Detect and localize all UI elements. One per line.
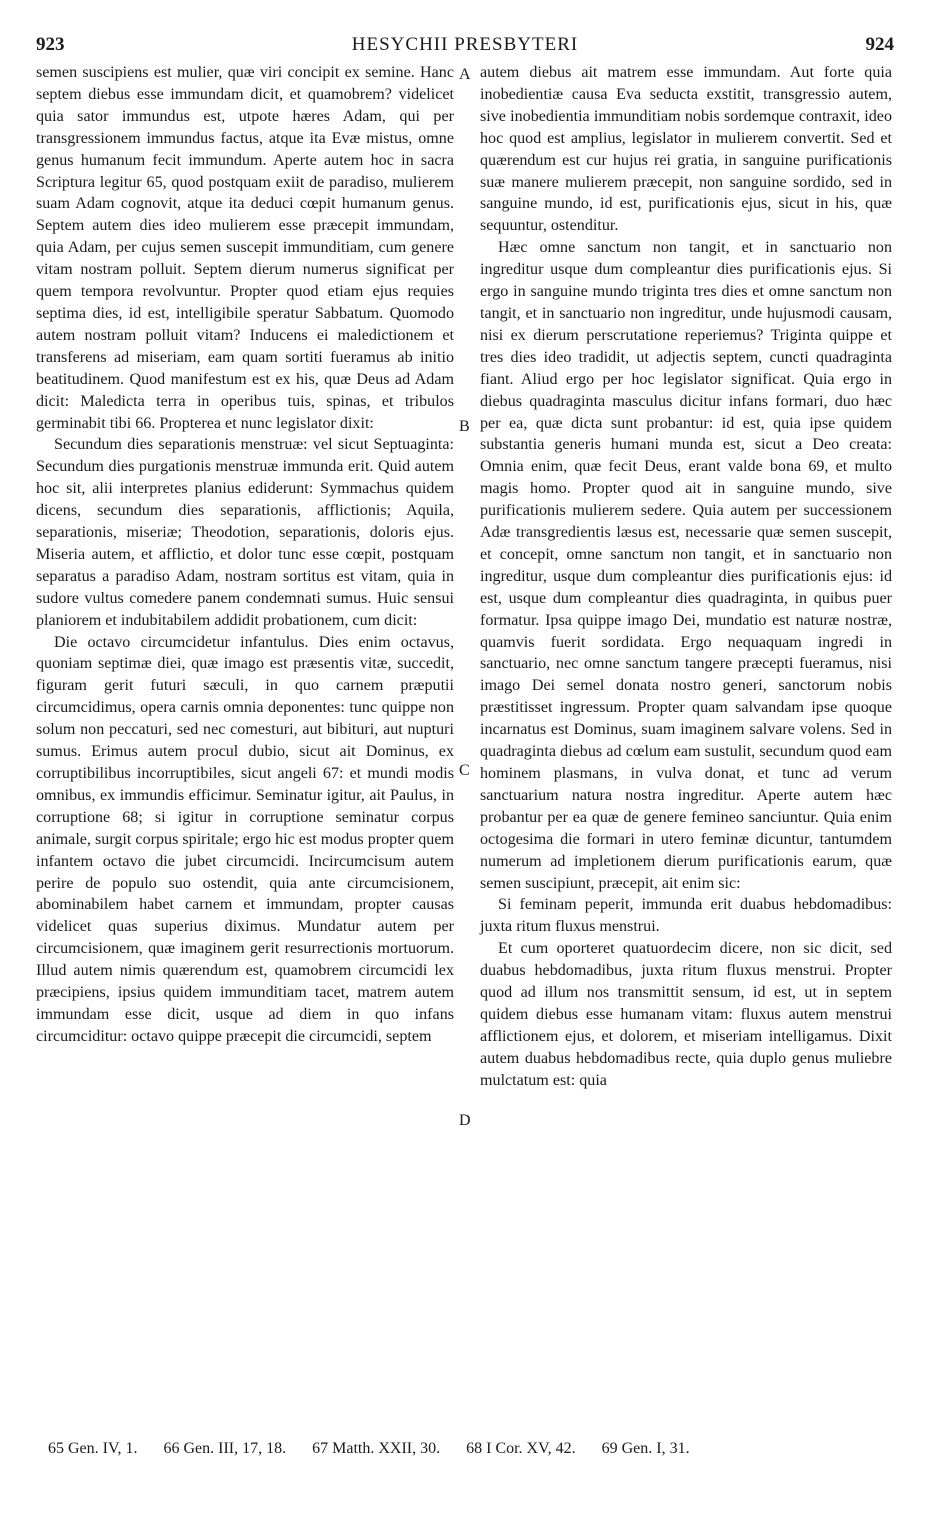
right-column bbox=[480, 62, 892, 1092]
left-paragraph-3: Die octavo circumcidetur infantulus. Dies enim octavus, quoniam septimæ diei, quæ imago est præsentis vitæ, succedit, figuram gerit futuri sæculi, in quo carnem præputii circumcidimus, opera carnis omnia deponentes: tunc quippe non solum non peccaturi, sed nec comesturi, aut bibituri, aut nupturi sumus. Erimus autem procul dubio, sicut ait Dominus, ex corruptibilibus incorruptibiles, sicut angeli 67: et mundi modis omnibus, ex immundis efficimur. Seminatur igitur, ait Paulus, in corruptione 68; si igitur in corruptione seminatur corpus animale, surgit corpus spiritale; ergo hic est modus propter quem infantem octavo die jubet circumcidi. Incircumcisum autem perire de populo suo ostendit, quia ante circumcisionem, abominabilem habet carnem et immundam, propter causas videlicet quas superius diximus. Mundatur autem per circumcisionem, quæ imaginem gerit resurrectionis mortuorum. Illud autem nimis quærendum est, quamobrem circumcidi lex præcipiens, ipsius quidem immunditiam tacet, matrem autem immundam esse dicit, usque ad diem in quo infans circumciditur: octavo quippe præcepit die circumcidi, septem bbox=[36, 633, 454, 1045]
footnote-68: 68 I Cor. XV, 42. bbox=[466, 1440, 576, 1457]
margin-marker-c: C bbox=[459, 762, 470, 779]
left-paragraph-2: Secundum dies separationis menstruæ: vel sicut Septuaginta: Secundum dies purgationis menstruæ immunda erit. Quid autem hoc sit, alii interpretes planius ediderunt: Symmachus quidem dicens, secundum dies separationis, afflictionis; Aquila, separationis, miseriæ; Theodotion, separationis, doloris ejus. Miseria autem, et afflictio, et dolor tunc esse cœpit, postquam separatus a paradiso Adam, nostram sortitus est vitam, quia in sudore vultus comedere panem condemnati sumus. Huic sensui planiorem et indubitabilem addidit probationem, cum dicit: bbox=[36, 436, 454, 629]
page-number-left: 923 bbox=[36, 34, 65, 55]
left-column bbox=[36, 62, 454, 1048]
right-paragraph-1: autem diebus ait matrem esse immundam. Aut forte quia inobedientiæ causa Eva seducta exstitit, transgressio autem, sive inobedientia immunditiam nobis sordemque contraxit, ideo hoc quod est amplius, legislator in mulierem convertit. Sed et quærendum est cur hujus rei gratia, in sanguine purificationis suæ manere mulierem præcepit, non sanguine sordido, sed in sanguine mundo, id est, purificationis ejus, sicut in his, quæ sequuntur, ostenditur. bbox=[480, 64, 892, 235]
footnotes bbox=[48, 1440, 888, 1458]
footnote-67: 67 Matth. XXII, 30. bbox=[312, 1440, 441, 1457]
right-paragraph-3: Si feminam peperit, immunda erit duabus hebdomadibus: juxta ritum fluxus menstrui. bbox=[480, 896, 892, 936]
running-header bbox=[36, 34, 894, 62]
margin-marker-b: B bbox=[459, 418, 470, 435]
margin-marker-d: D bbox=[459, 1112, 471, 1129]
running-title: HESYCHII PRESBYTERI bbox=[351, 34, 579, 55]
right-paragraph-4: Et cum oporteret quatuordecim dicere, non sic dicit, sed duabus hebdomadibus, juxta ritum fluxus menstrui. Propter quod ad illum nos transmittit sensum, id est, ut in septem quidem diebus esse humanam vitam: fluxus autem menstrui afflictionem ejus, et dolorem, et miseriam intelligamus. Dixit autem duabus hebdomadibus recte, quia duplo genus muliebre mulctatum est: quia bbox=[480, 940, 892, 1089]
left-paragraph-1: semen suscipiens est mulier, quæ viri concipit ex semine. Hanc septem diebus esse immundam dicit, et quamobrem? videlicet quia sator immundus est, utpote hæres Adam, qui per transgressionem immundus factus, atque ita Evæ mistus, omne genus humanum fecit immundum. Aperte autem hoc in sacra Scriptura legitur 65, quod postquam exiit de paradiso, mulierem suam Adam cognovit, atque ita deduci cœpit humanum genus. Septem autem dies ideo mulierem esse præcepit immundam, quia Adam, per cujus semen suscepit immunditiam, cum genere vitam nostram polluit. Septem dierum numerus significat per quem tempora revolvuntur. Propter quod etiam ejus requies septima dies, id est, intelligibile speratur Sabbatum. Quomodo autem nostram polluit vitam? Inducens ei maledictionem et transferens ad miseriam, eam quam sortiti fueramus ab initio beatitudinem. Quod manifestum est ex his, quæ Deus ad Adam dicit: Maledicta terra in operibus tuis, spinas, et tribulos germinabit tibi 66. Propterea et nunc legislator dixit: bbox=[36, 64, 454, 432]
right-paragraph-2: Hæc omne sanctum non tangit, et in sanctuario non ingreditur usque dum compleantur dies purificationis ejus. Si ergo in sanguine mundo triginta tres dies et omne sanctum non tangit, et in sanctuario non ingreditur, unde hujusmodi causam, nisi ex dierum perscrutatione reperiemus? Triginta quippe et tres dies ideo tradidit, ut adjectis septem, cuncti quadraginta fiant. Aliud ergo per hoc legislator significat. Quia ergo in diebus quadraginta masculus dicitur infans formari, duo hæc per ea, quæ dicta sunt probantur: id est, quia ipse quidem substantia generis humani munda est, sicut a Deo creata: Omnia enim, quæ fecit Deus, erant valde bona 69, et multo magis homo. Propter quod ait in sanguine mundo, sive purificationis mulierem sedere. Quia autem per successionem Adæ transgredientis læsus est, necessarie quæ semen suscepit, et concepit, omne sanctum non tangit, et in sanctuario non ingreditur, usque dum compleantur dies purificationis ejus: id est, usque dum compleantur dies quadraginta, in quibus puer formatur. Ipsa quippe imago Dei, mundatio est naturæ nostræ, quamvis fuerit sordidata. Ergo nequaquam ingredi in sanctuario, nec omne sanctum tangere præcepti fueramus, nisi imago Dei semel donata nostro generi, sanctorum nobis præstitisset ingressum. Propter quam salvandam ipse quoque incarnatus est Dominus, suam imaginem salvare volens. Sed in quadraginta diebus ad cœlum eam sustulit, secundum quod eam hominem plasmans, in vulva donat, et tunc ad verum sanctuarium natura nostra ingreditur. Aperte autem hæc probantur per ea quæ de genere femineo sanciuntur. Quia enim octogesima die formari in utero feminæ dicuntur, tantumdem numerum ad impletionem dierum purificationis earum, quæ semen suscipiunt, præcepit, ait enim sic: bbox=[480, 239, 892, 892]
footnote-69: 69 Gen. I, 31. bbox=[601, 1440, 690, 1457]
margin-marker-a: A bbox=[459, 66, 471, 83]
footnote-65: 65 Gen. IV, 1. bbox=[48, 1440, 138, 1457]
footnote-66: 66 Gen. III, 17, 18. bbox=[163, 1440, 287, 1457]
page-number-right: 924 bbox=[865, 34, 894, 55]
